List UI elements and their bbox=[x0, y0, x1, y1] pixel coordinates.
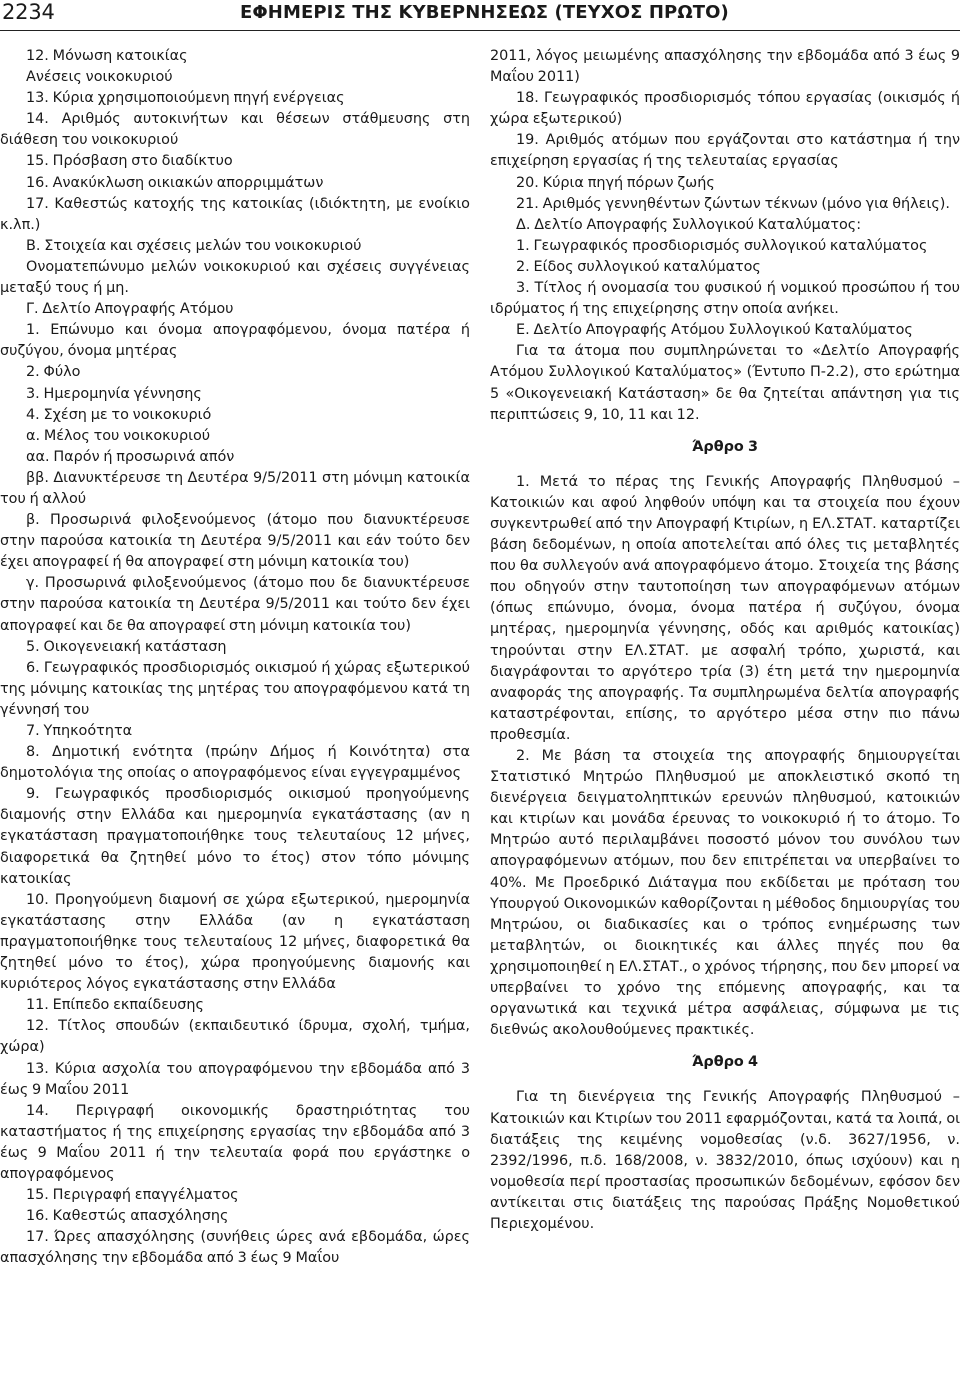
paragraph: 13. Κύρια ασχολία του απογραφόμενου την εβδομάδα από 3 έως 9 Μαΐου 2011 bbox=[0, 1060, 470, 1098]
paragraph: 16. Ανακύκλωση οικιακών απορριμμάτων bbox=[26, 174, 324, 191]
paragraph: 2. Είδος συλλογικού καταλύματος bbox=[516, 258, 761, 275]
article-heading: Άρθρο 4 bbox=[691, 1054, 759, 1071]
paragraph: 8. Δημοτική ενότητα (πρώην Δήμος ή Κοινότητα) στα δημοτολόγια της οποίας ο απογραφόμενος είναι εγγεγραμμένος bbox=[0, 744, 470, 782]
paragraph: Ανέσεις νοικοκυριού bbox=[26, 69, 173, 86]
paragraph: 17. Ώρες απασχόλησης (συνήθεις ώρες ανά εβδομάδα, ώρες απασχόλησης την εβδομάδα από 3 έως 9 Μαΐου bbox=[0, 1229, 470, 1267]
paragraph: 21. Αριθμός γεννηθέντων ζώντων τέκνων (μόνο για θήλεις). bbox=[516, 195, 950, 212]
section-heading: Β. Στοιχεία και σχέσεις μελών του νοικοκυριού bbox=[26, 237, 362, 254]
paragraph: 1. Επώνυμο και όνομα απογραφόμενου, όνομα πατέρα ή συζύγου, όνομα μητέρας bbox=[0, 322, 470, 360]
page-header bbox=[0, 0, 960, 36]
paragraph: 7. Υπηκοότητα bbox=[26, 723, 133, 739]
paragraph: 3. Ημερομηνία γέννησης bbox=[26, 385, 202, 402]
paragraph: 9. Γεωγραφικός προσδιορισμός οικισμού προηγούμενης διαμονής στην Ελλάδα και ημερομηνία εγκατάστασης (αν η εγκατάσταση πραγματοποιήθηκε τους τελευταίους 12 μήνες, διαφορετικά θα ζητηθεί μόνο το έτος) στον τόπο μόνιμης κατοικίας bbox=[0, 786, 470, 887]
left-column bbox=[0, 46, 470, 1269]
paragraph: 16. Καθεστώς απασχόλησης bbox=[26, 1208, 229, 1225]
paragraph: Για τα άτομα που συμπληρώνεται το «Δελτίο Απογραφής Ατόμου Συλλογικού Καταλύματος» (Έντυπο Π-2.2), στο ερώτημα 5 «Οικογενειακή Κατάσταση» δε θα ζητείται απάντηση για τις περιπτώσεις 9, 10, 11 και 12. bbox=[490, 343, 960, 423]
paragraph: 6. Γεωγραφικός προσδιορισμός οικισμού ή χώρας εξωτερικού της μόνιμης κατοικίας της μητέρας του απογραφόμενου κατά τη γέννησή του bbox=[0, 659, 470, 718]
paragraph: 14. Αριθμός αυτοκινήτων και θέσεων στάθμευσης στη διάθεση του νοικοκυριού bbox=[0, 111, 470, 149]
section-heading: Γ. Δελτίο Απογραφής Ατόμου bbox=[26, 301, 234, 318]
gazette-title: ΕΦΗΜΕΡΙΣ ΤΗΣ ΚΥΒΕΡΝΗΣΕΩΣ (ΤΕΥΧΟΣ ΠΡΩΤΟ) bbox=[240, 2, 729, 23]
paragraph: 1. Γεωγραφικός προσδιορισμός συλλογικού καταλύματος bbox=[516, 237, 928, 254]
paragraph: 4. Σχέση με το νοικοκυριό bbox=[26, 406, 212, 423]
paragraph: 18. Γεωγραφικός προσδιορισμός τόπου εργασίας (οικισμός ή χώρα εξωτερικού) bbox=[490, 90, 960, 128]
paragraph: 19. Αριθμός ατόμων που εργάζονται στο κατάστημα ή την επιχείρηση εργασίας ή της τελευταίας εργασίας bbox=[490, 132, 960, 170]
section-heading: Δ. Δελτίο Απογραφής Συλλογικού Καταλύματος: bbox=[516, 216, 862, 233]
paragraph: 2011, λόγος μειωμένης απασχόλησης την εβδομάδα από 3 έως 9 Μαΐου 2011) bbox=[490, 48, 960, 86]
paragraph: 15. Πρόσβαση στο διαδίκτυο bbox=[26, 153, 233, 170]
paragraph: 12. Τίτλος σπουδών (εκπαιδευτικό ίδρυμα, σχολή, τμήμα, χώρα) bbox=[0, 1018, 470, 1056]
paragraph: 20. Κύρια πηγή πόρων ζωής bbox=[516, 174, 715, 191]
paragraph: 10. Προηγούμενη διαμονή σε χώρα εξωτερικού, ημερομηνία εγκατάστασης στην Ελλάδα (αν η εγκατάσταση πραγματοποιήθηκε τους τελευταίους 12 μήνες, διαφορετικά θα ζητηθεί μόνο το έτος), χώρα προηγούμενης διαμονής και κυριότερος λόγος εγκατάστασης στην Ελλάδα bbox=[0, 891, 470, 993]
page-number: 2234 bbox=[2, 0, 55, 24]
article-heading: Άρθρο 3 bbox=[691, 438, 759, 455]
paragraph: 17. Καθεστώς κατοχής της κατοικίας (ιδιόκτητη, με ενοίκιο κ.λπ.) bbox=[0, 195, 470, 233]
section-heading: Ε. Δελτίο Απογραφής Ατόμου Συλλογικού Καταλύματος bbox=[516, 322, 913, 339]
paragraph: 3. Τίτλος ή ονομασία του φυσικού ή νομικού προσώπου ή του ιδρύματος ή της επιχείρησης στην οποία ανήκει. bbox=[490, 280, 960, 318]
paragraph: 11. Επίπεδο εκπαίδευσης bbox=[26, 997, 204, 1014]
paragraph: γ. Προσωρινά φιλοξενούμενος (άτομο που δε διανυκτέρευσε στην παρούσα κατοικία τη Δευτέρα 9/5/2011 και τούτο δεν έχει απογραφεί και δε θα απογραφεί στη μόνιμη κατοικία του) bbox=[0, 575, 470, 634]
paragraph: Για τη διενέργεια της Γενικής Απογραφής Πληθυσμού – Κατοικιών και Κτιρίων του 2011 εφαρμόζονται, κατά τα λοιπά, οι διατάξεις της κειμένης νομοθεσίας (ν.δ. 3627/1956, ν. 2392/1996, π.δ. 168/2008, ν. 3832/2010, όπως ισχύουν) και η νομοθεσία περί προστασίας προσωπικών δεδομένων, εφόσον δεν αντίκειται στις διατάξεις της παρούσας Πράξης Νομοθετικού Περιεχομένου. bbox=[490, 1089, 960, 1232]
right-column bbox=[490, 46, 960, 1235]
paragraph: ββ. Διανυκτέρευσε τη Δευτέρα 9/5/2011 στη μόνιμη κατοικία του ή αλλού bbox=[0, 469, 470, 507]
paragraph: αα. Παρόν ή προσωρινά απόν bbox=[26, 448, 235, 465]
paragraph: 12. Μόνωση κατοικίας bbox=[26, 48, 188, 64]
paragraph: 13. Κύρια χρησιμοποιούμενη πηγή ενέργειας bbox=[26, 90, 345, 107]
paragraph: α. Μέλος του νοικοκυριού bbox=[26, 427, 211, 444]
paragraph: 1. Μετά το πέρας της Γενικής Απογραφής Πληθυσμού – Κατοικιών και αφού ληφθούν υπόψη και τα στοιχεία που έχουν συγκεντρωθεί από την Απογραφή Κτιρίων, η ΕΛ.ΣΤΑΤ. καταρτίζει βάση δεδομένων, η οποία αποτελείται από όλες τις μεταβλητές που θα συλλεγούν ανά απογραφόμενο άτομο. Στοιχεία της βάσης που οδηγούν στην ταυτοποίηση των απογραφόμενων ατόμων (όπως επώνυμο, όνομα, όνομα πατέρα ή συζύγου, όνομα μητέρας, ημερομηνία γέννησης, οδός και αριθμός κατοικίας) τηρούνται στην ΕΛ.ΣΤΑΤ. με ασφαλή τρόπο, χωριστά, και διαγράφονται το αργότερο τρία (3) έτη μετά την ημερομηνία αναφοράς της απογραφής. Τα συμπληρωμένα δελτία απογραφής καταστρέφονται, επίσης, το αργότερο μέσα στην πιο πάνω προθεσμία. bbox=[490, 473, 960, 743]
paragraph: 5. Οικογενειακή κατάσταση bbox=[26, 638, 227, 655]
paragraph: 2. Με βάση τα στοιχεία της απογραφής δημιουργείται Στατιστικό Μητρώο Πληθυσμού με αποκλειστικό σκοπό τη διενέργεια δειγματοληπτικών ερευνών πληθυσμού, κατοικιών και κτιρίων και μονάδα έρευνας το νοικοκυριό ή το άτομο. Το Μητρώο αυτό περιλαμβάνει ποσοστό μόνον του συνόλου των απογραφόμενων ατόμων, που δεν επιτρέπεται να υπερβαίνει το 40%. Με Προεδρικό Διάταγμα που εκδίδεται με πρόταση του Υπουργού Οικονομικών καθορίζονται η μέθοδος δημιουργίας του Μητρώου, οι διαδικασίες και ο τρόπος ενημέρωσης των μεταβλητών, οι διοικητικές και άλλες πηγές που θα χρησιμοποιηθεί η ΕΛ.ΣΤΑΤ., ο χρόνος τήρησης, που δεν μπορεί να υπερβαίνει το χρόνο της επόμενης απογραφής, και τα οργανωτικά και τεχνικά μέτρα ασφάλειας, σύμφωνα με τις διεθνώς ακολουθούμενες πρακτικές. bbox=[490, 748, 960, 1039]
paragraph: β. Προσωρινά φιλοξενούμενος (άτομο που διανυκτέρευσε στην παρούσα κατοικία τη Δευτέρα 9/5/2011 και εάν τούτο δεν έχει απογραφεί ή θα απογραφεί στη μόνιμη κατοικία του) bbox=[0, 512, 470, 571]
paragraph: 14. Περιγραφή οικονομικής δραστηριότητας του καταστήματος ή της επιχείρησης εργασίας την εβδομάδα από 3 έως 9 Μαΐου 2011 ή την τελευταία φορά που εργάστηκε ο απογραφόμενος bbox=[0, 1102, 470, 1182]
paragraph: 2. Φύλο bbox=[26, 364, 81, 381]
paragraph: Ονοματεπώνυμο μελών νοικοκυριού και σχέσεις συγγένειας μεταξύ τους ή μη. bbox=[0, 258, 470, 297]
paragraph: 15. Περιγραφή επαγγέλματος bbox=[26, 1187, 239, 1204]
header-rule bbox=[0, 30, 960, 31]
